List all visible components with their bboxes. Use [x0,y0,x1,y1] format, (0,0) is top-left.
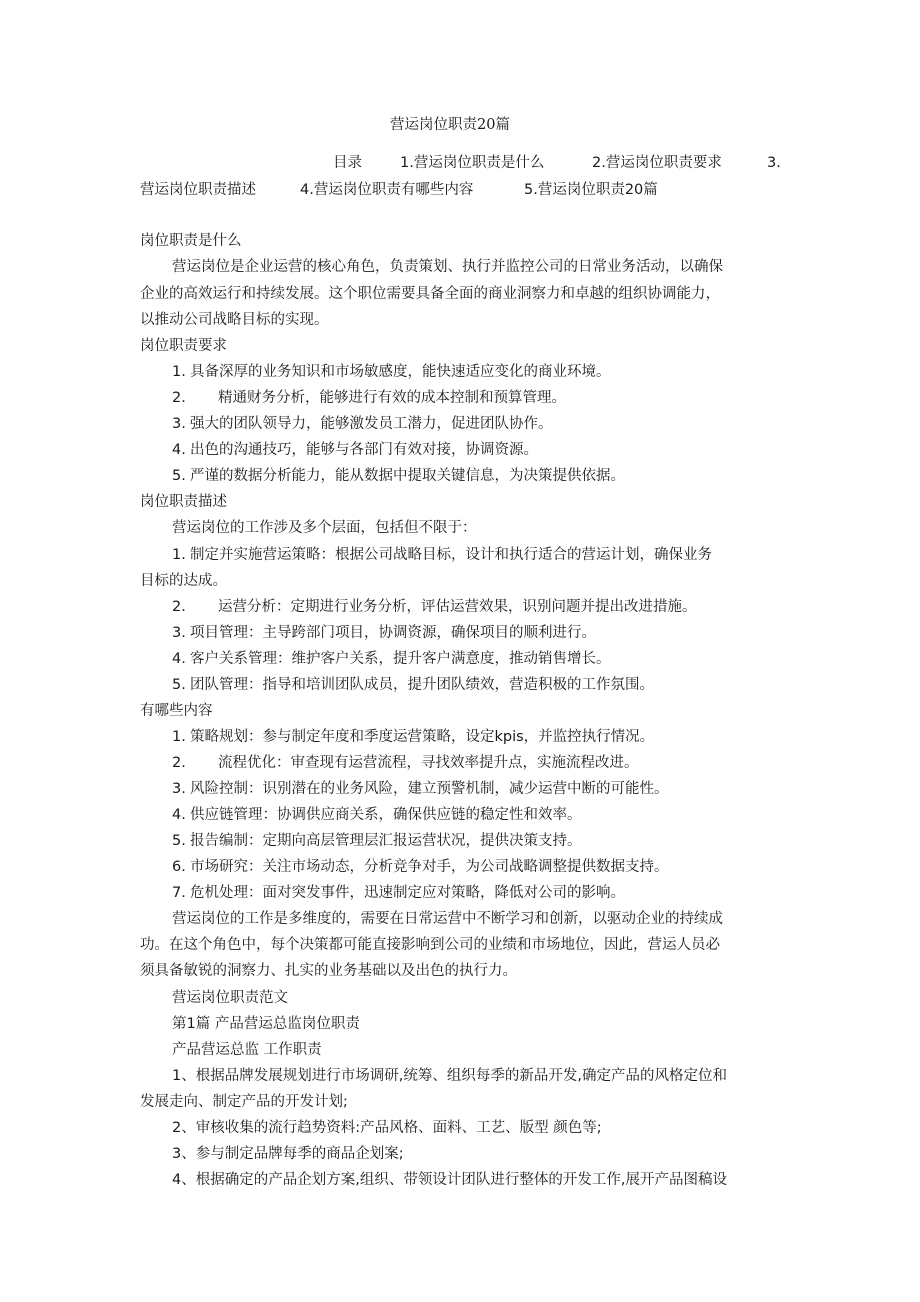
list-item: 4. 出色的沟通技巧，能够与各部门有效对接，协调资源。 [172,442,538,458]
list-item: 1. 具备深厚的业务知识和市场敏感度，能快速适应变化的商业环境。 [172,364,611,380]
list-item: 4. 供应链管理：协调供应商关系，确保供应链的稳定性和效率。 [172,807,582,823]
list-item: 3. 风险控制：识别潜在的业务风险，建立预警机制，减少运营中断的可能性。 [172,781,669,797]
section-heading: 营运岗位职责范文 [172,990,288,1006]
paragraph-line: 营运岗位的工作是多维度的，需要在日常运营中不断学习和创新，以驱动企业的持续成 [172,911,723,927]
list-item: 5. 团队管理：指导和培训团队成员，提升团队绩效，营造积极的工作氛围。 [172,677,654,693]
toc-item-2[interactable]: 2.营运岗位职责要求 [592,155,722,171]
list-item: 2. 运营分析：定期进行业务分析，评估运营效果，识别问题并提出改进措施。 [172,599,697,615]
list-item: 2. 精通财务分析，能够进行有效的成本控制和预算管理。 [172,390,566,406]
list-item: 4. 客户关系管理：维护客户关系，提升客户满意度，推动销售增长。 [172,651,611,667]
list-item: 3. 强大的团队领导力，能够激发员工潜力，促进团队协作。 [172,416,553,432]
toc-item-4[interactable]: 4.营运岗位职责有哪些内容 [300,182,474,198]
list-item: 2. 流程优化：审查现有运营流程，寻找效率提升点，实施流程改进。 [172,755,639,771]
subheading: 产品营运总监 工作职责 [172,1042,322,1058]
paragraph-line: 须具备敏锐的洞察力、扎实的业务基础以及出色的执行力。 [140,963,517,979]
paragraph-line: 企业的高效运行和持续发展。这个职位需要具备全面的商业洞察力和卓越的组织协调能力， [140,286,720,302]
toc-item-3-number[interactable]: 3. [767,155,781,171]
paragraph-line: 营运岗位是企业运营的核心角色，负责策划、执行并监控公司的日常业务活动，以确保 [172,259,723,275]
toc-item-5[interactable]: 5.营运岗位职责20篇 [524,182,658,198]
document-title: 营运岗位职责20篇 [390,117,510,133]
list-item-continuation: 目标的达成。 [140,573,227,589]
list-item: 7. 危机处理：面对突发事件，迅速制定应对策略，降低对公司的影响。 [172,885,625,901]
toc-item-1[interactable]: 1.营运岗位职责是什么 [400,155,545,171]
list-item: 1. 制定并实施营运策略：根据公司战略目标，设计和执行适合的营运计划，确保业务 [172,547,712,563]
subheading: 第1篇 产品营运总监岗位职责 [172,1016,360,1032]
paragraph-line: 发展走向、制定产品的开发计划; [140,1094,348,1110]
paragraph-line: 营运岗位的工作涉及多个层面，包括但不限于： [172,520,477,536]
paragraph-line: 功。在这个角色中，每个决策都可能直接影响到公司的业绩和市场地位，因此，营运人员必 [140,937,720,953]
section-heading: 有哪些内容 [140,703,213,719]
paragraph-line: 3、参与制定品牌每季的商品企划案; [172,1146,404,1162]
list-item: 3. 项目管理：主导跨部门项目，协调资源，确保项目的顺利进行。 [172,625,596,641]
list-item: 1. 策略规划：参与制定年度和季度运营策略，设定kpis，并监控执行情况。 [172,729,655,745]
section-heading: 岗位职责描述 [140,494,227,510]
toc-item-3[interactable]: 营运岗位职责描述 [140,182,256,198]
list-item: 6. 市场研究：关注市场动态，分析竞争对手，为公司战略调整提供数据支持。 [172,859,669,875]
section-heading: 岗位职责要求 [140,338,227,354]
paragraph-line: 1、根据品牌发展规划进行市场调研,统筹、组织每季的新品开发,确定产品的风格定位和 [172,1068,727,1084]
section-heading: 岗位职责是什么 [140,233,242,249]
paragraph-line: 4、根据确定的产品企划方案,组织、带领设计团队进行整体的开发工作,展开产品图稿设 [172,1172,727,1188]
list-item: 5. 严谨的数据分析能力，能从数据中提取关键信息，为决策提供依据。 [172,468,625,484]
paragraph-line: 以推动公司战略目标的实现。 [140,312,329,328]
toc-label: 目录 [333,155,362,171]
paragraph-line: 2、审核收集的流行趋势资料:产品风格、面料、工艺、版型 颜色等; [172,1120,602,1136]
list-item: 5. 报告编制：定期向高层管理层汇报运营状况，提供决策支持。 [172,833,582,849]
